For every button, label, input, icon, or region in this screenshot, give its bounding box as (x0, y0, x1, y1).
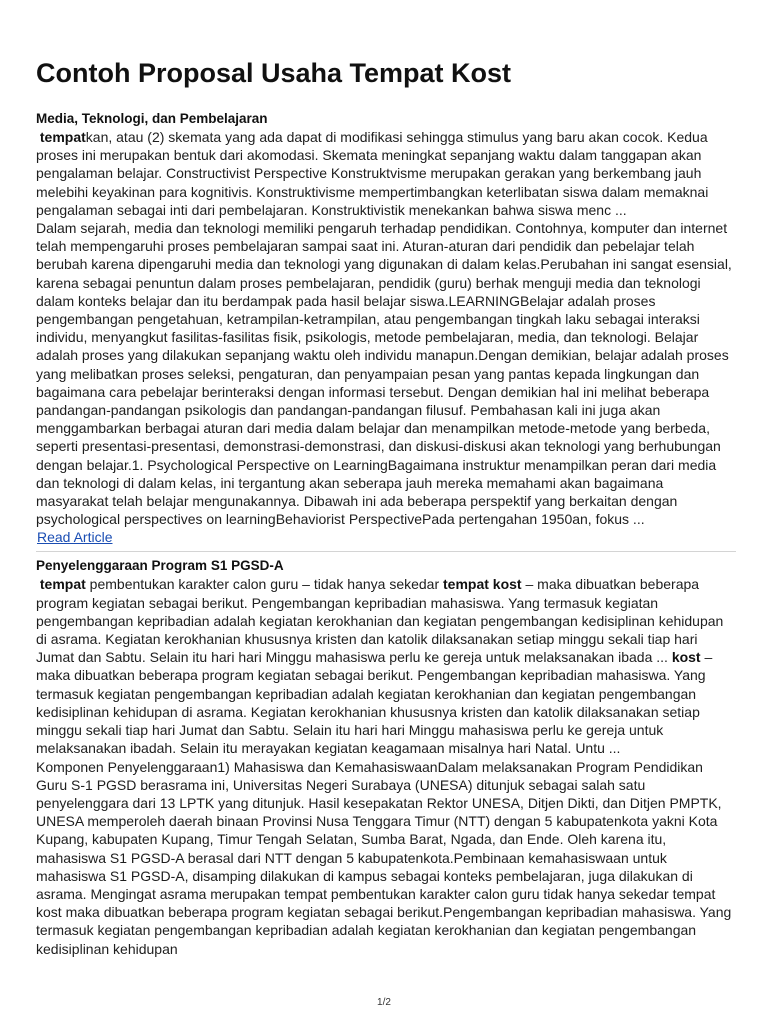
section-divider (36, 551, 736, 552)
article-body: Komponen Penyelenggaraan1) Mahasiswa dan KemahasiswaanDalam melaksanakan Program Pendidikan Guru S-1 PGSD berasrama ini, Universitas Negeri Surabaya (UNESA) ditunjuk sebagai salah satu penyelenggara dari 13 LPTK yang ditunjuk. Hasil kesepakatan Rektor UNESA, Ditjen Dikti, dan Ditjen PMPTK, UNESA memperoleh daerah binaan Provinsi Nusa Tenggara Timur (NTT) dengan 5 kabupatenkota yakni Kota Kupang, kabupaten Kupang, Timur Tengah Selatan, Sumba Barat, Ngada, dan Ende. Oleh karena itu, mahasiswa S1 PGSD-A berasal dari NTT dengan 5 kabupatenkota.Pembinaan kemahasiswaan untuk mahasiswa S1 PGSD-A, disamping dilakukan di kampus sebagai konteks pembelajaran, juga dilakukan di asrama. Mengingat asrama merupakan tempat pembentukan karakter calon guru tidak hanya sekedar tempat kost maka dibuatkan beberapa program kegiatan sebagai berikut.Pengembangan kepribadian mahasiswa. Yang termasuk kegiatan pengembangan kepribadian adalah kegiatan kerokhanian dan kegiatan pengembangan kedisiplinan kehidupan (36, 758, 732, 957)
keyword-highlight: tempat kost (443, 576, 522, 593)
page-title: Contoh Proposal Usaha Tempat Kost (36, 58, 512, 88)
keyword-highlight: tempat (39, 129, 86, 145)
excerpt-text: – maka dibuatkan beberapa program kegiatan sebagai berikut. Pengembangan kepribadian mahasiswa. Yang termasuk kegiatan pengembangan kepribadian adalah kegiatan kerokhanian dan kegiatan pengembangan kedisiplinan kehidupan di asrama. Kegiatan kerokhanian khususnya kristen dan katolik dilaksanakan setiap minggu sekali tiap hari Jumat dan Sabtu. Selain itu hari hari Minggu mahasiswa perlu ke gereja untuk melaksanakan ibada ... (36, 576, 724, 666)
excerpt-text: pembentukan karakter calon guru – tidak hanya sekedar (85, 576, 444, 593)
page-number: 1/2 (377, 997, 391, 1008)
read-article-link[interactable]: Read Article (37, 529, 113, 546)
article-pgsd (36, 557, 736, 957)
excerpt-text: – maka dibuatkan beberapa program kegiatan sebagai berikut. Pengembangan kepribadian mahasiswa. Yang termasuk kegiatan pengembangan kepribadian adalah kegiatan kerokhanian dan kegiatan pengembangan kedisiplinan kehidupan di asrama. Kegiatan kerokhanian khususnya kristen dan katolik dilaksanakan setiap minggu sekali tiap hari Jumat dan Sabtu. Selain itu hari hari Minggu mahasiswa perlu ke gereja untuk melaksanakan ibadah. Selain itu merayakan kegiatan keagamaan misalnya hari Natal. Untu ... (36, 649, 713, 757)
article-heading: Penyelenggaraan Program S1 PGSD-A (36, 558, 284, 574)
article-excerpt (36, 575, 736, 757)
keyword-highlight: kost (671, 649, 701, 666)
article-heading: Media, Teknologi, dan Pembelajaran (36, 111, 268, 126)
keyword-highlight: tempat (39, 576, 86, 593)
article-media-teknologi (36, 110, 736, 547)
excerpt-text: kan, atau (2) skemata yang ada dapat di modifikasi sehingga stimulus yang baru akan cocok. Kedua proses ini merupakan bentuk dari akomodasi. Skemata meningkat sepanjang waktu dalam tanggapan akan pengalaman belajar. Constructivist Perspective Konstruktvisme merupakan gerakan yang berkembang jauh melebihi keyakinan para kognitivis. Konstruktivisme mempertimbangkan keterlibatan siswa dalam memaknai pengalaman sebagai inti dari pembelajaran. Konstruktivistik menekankan bahwa siswa menc ... (36, 129, 709, 218)
document-page (36, 56, 736, 958)
article-excerpt (36, 128, 736, 219)
article-body: Dalam sejarah, media dan teknologi memiliki pengaruh terhadap pendidikan. Contohnya, komputer dan internet telah mempengaruhi proses pembelajaran sampai saat ini. Aturan-aturan dari pendidik dan pebelajar telah berubah karena dipengaruhi media dan teknologi yang digunakan di dalam kelas.Perubahan ini sangat esensial, karena sebagai penuntun dalam proses pembelajaran, pendidik (guru) berhak menguji media dan teknologi dalam konteks belajar dan itu berdampak pada hasil belajar siswa.LEARNINGBelajar adalah proses pengembangan pengetahuan, ketrampilan-ketrampilan, atau pengembangan tingkah laku sebagai interaksi individu, menyangkut fasilitas-fasilitas fisik, psikologis, metode pembelajaran, media, dan teknologi. Belajar adalah proses yang dilakukan sepanjang waktu oleh individu manapun.Dengan demikian, belajar adalah proses yang melibatkan proses seleksi, pengaturan, dan penyampaian pesan yang pantas kepada lingkungan dan bagaimana cara pebelajar berinteraksi dengan informasi tersebut. Dengan demikian hal ini melihat beberapa pandangan-pandangan psikologis dan pandangan-pandangan filusuf. Pembahasan kali ini juga akan menggambarkan berbagai aturan dari media dalam belajar dan menampilkan metode-metode yang berbeda, seperti presentasi-presentasi, demonstrasi-demonstrasi, dan diskusi-diskusi akan teknologi yang berhubungan dengan belajar.1. Psychological Perspective on LearningBagaimana instruktur menampilkan peran dari media dan teknologi di dalam kelas, ini tergantung akan seberapa jauh mereka memahami akan bagaimana masyarakat telah belajar mengunakannya. Dibawah ini ada beberapa perspektif yang berkaitan dengan psychological perspectives on learningBehaviorist PerspectivePada pertengahan 1950an, fokus ... (36, 220, 732, 528)
